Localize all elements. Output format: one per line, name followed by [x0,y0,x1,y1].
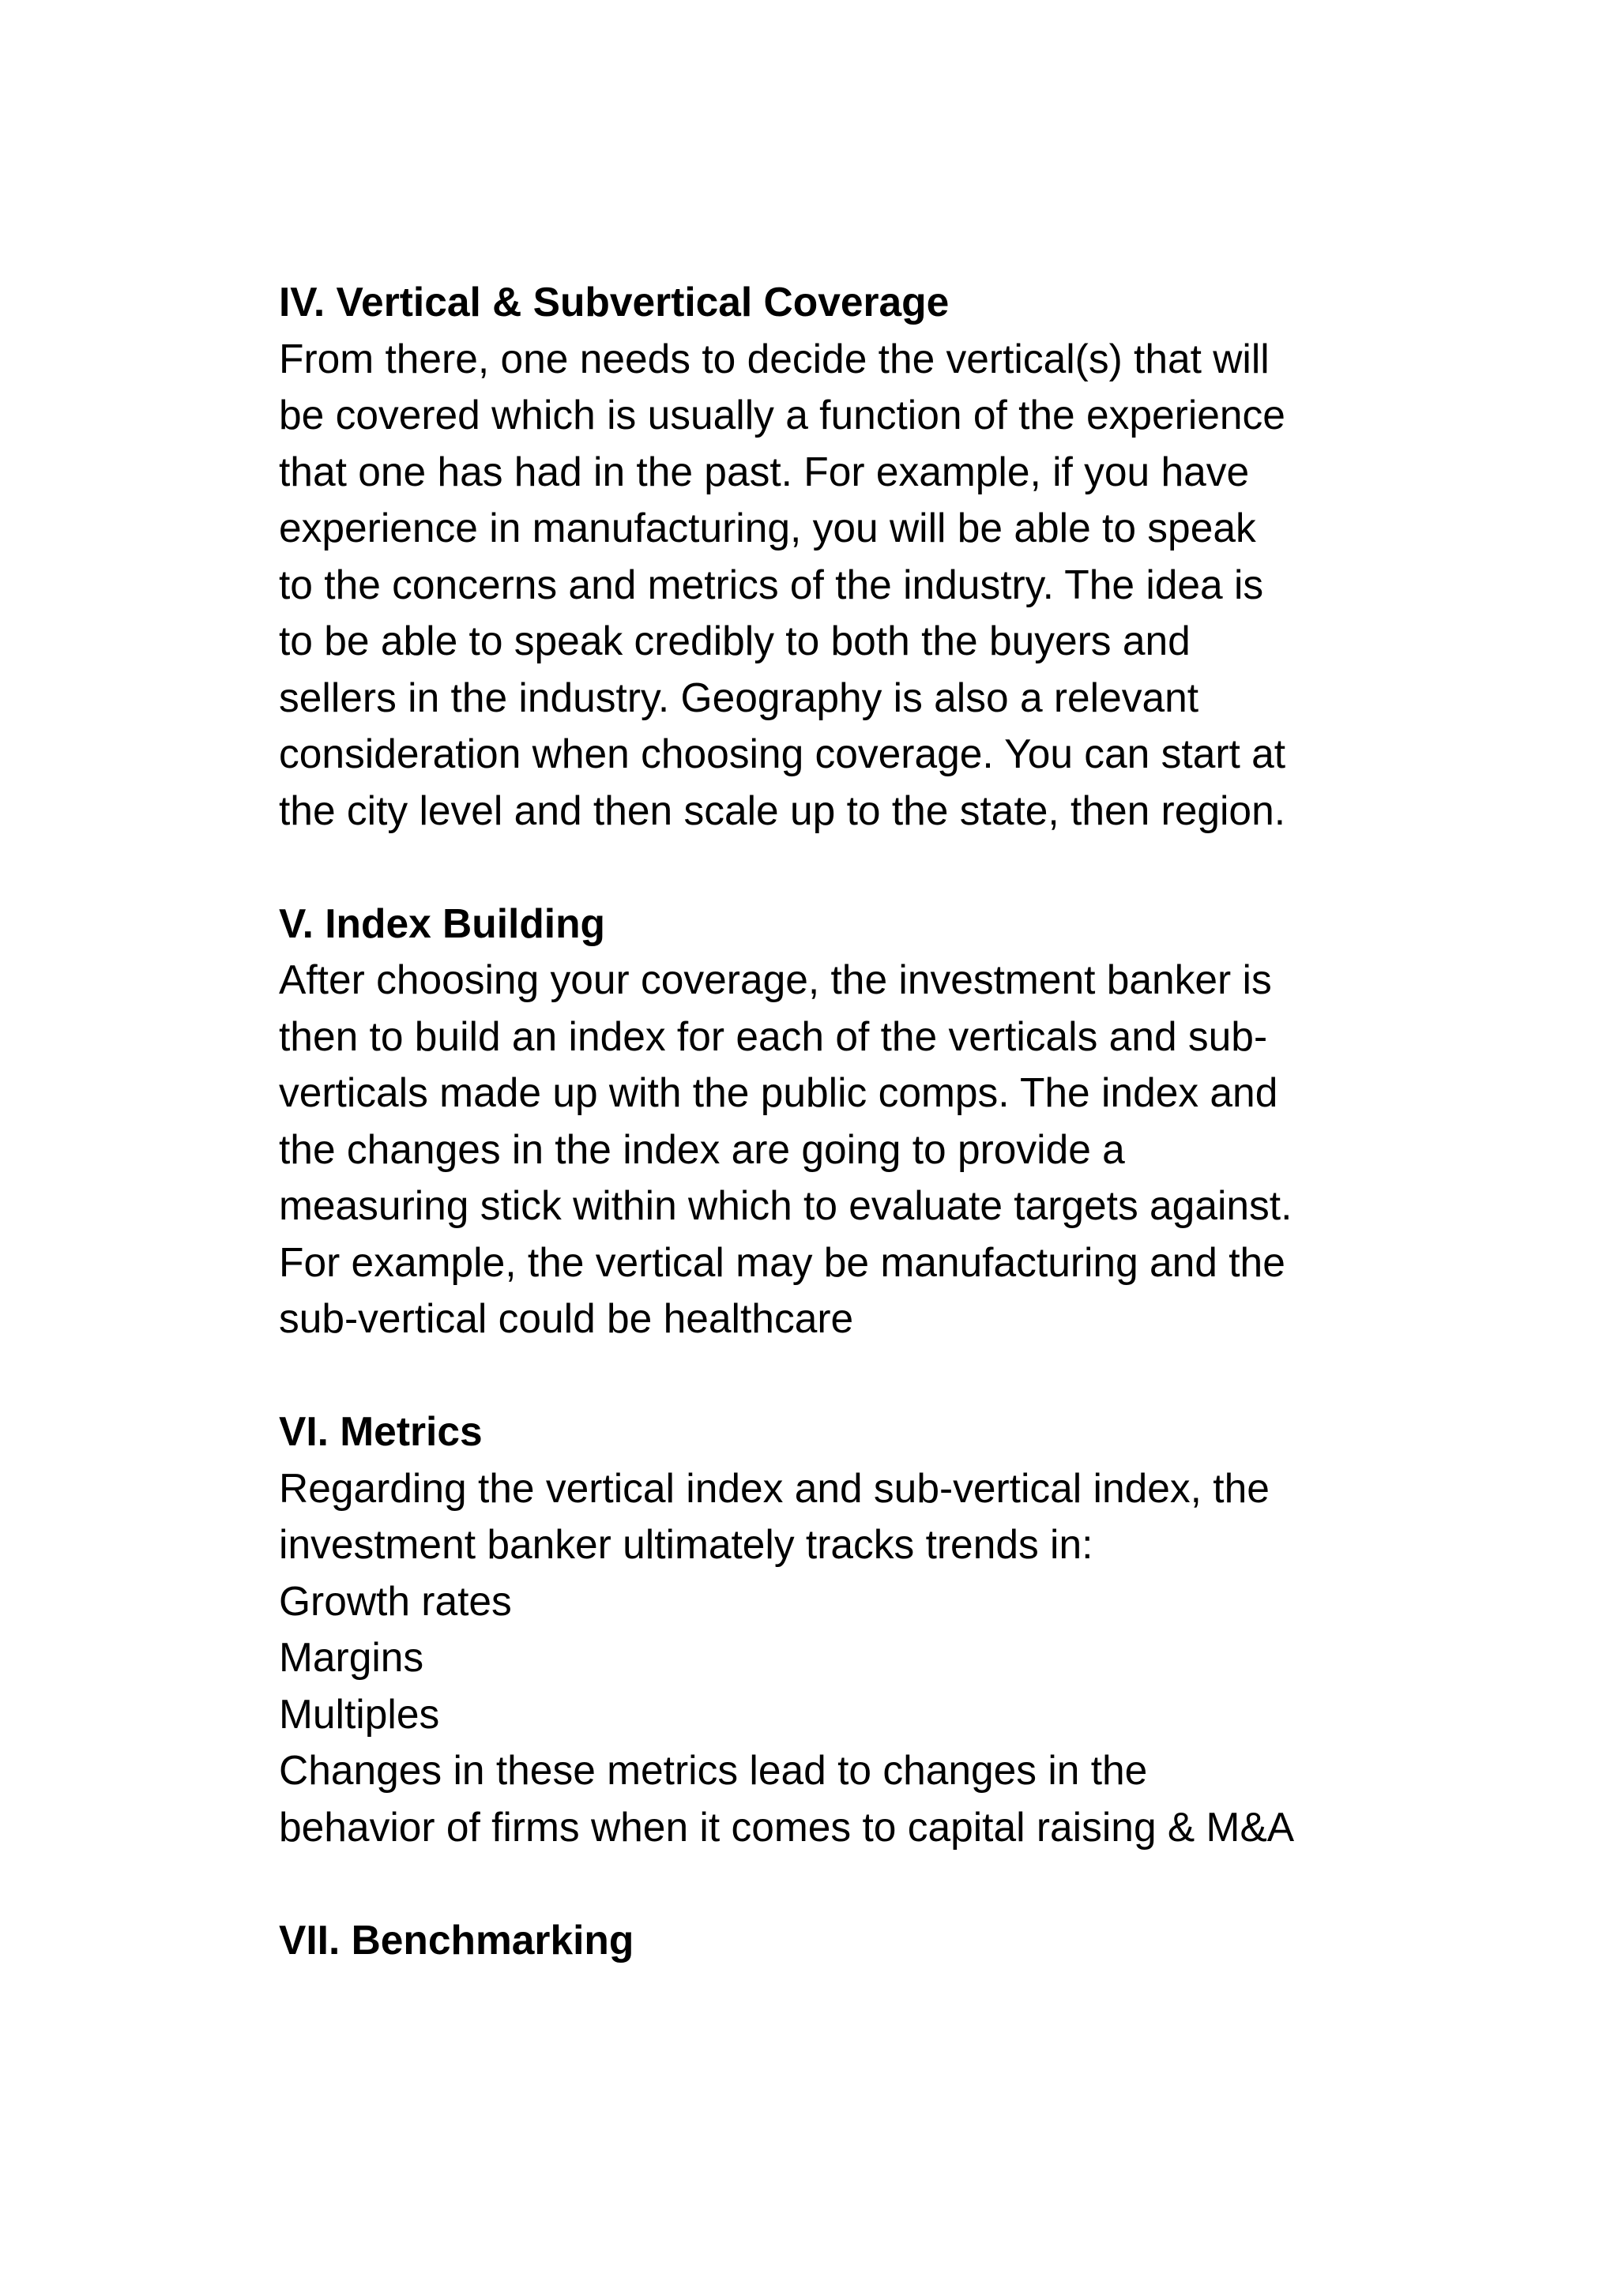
section-index-building [279,896,1432,1347]
paragraph-line: Regarding the vertical index and sub-vertical index, the [279,1464,1270,1511]
list-item: Multiples [279,1690,440,1737]
section-heading: V. Index Building [279,900,606,946]
section-heading: VII. Benchmarking [279,1916,634,1963]
list-item: Margins [279,1634,424,1680]
section-heading: IV. Vertical & Subvertical Coverage [279,279,950,325]
paragraph-line: consideration when choosing coverage. You can start at [279,731,1286,776]
list-item: Growth rates [279,1577,512,1624]
paragraph-line: verticals made up with the public comps. The index and [279,1069,1278,1115]
paragraph-line: that one has had in the past. For example, if you have [279,448,1250,494]
paragraph-line: the changes in the index are going to provide a [279,1125,1125,1172]
paragraph-line: the city level and then scale up to the state, then region. [279,787,1286,833]
paragraph-line: sellers in the industry. Geography is also a relevant [279,674,1199,720]
paragraph-line: experience in manufacturing, you will be able to speak [279,505,1256,551]
paragraph-line: measuring stick within which to evaluate targets against. [279,1182,1293,1228]
section-metrics [279,1404,1432,1855]
paragraph-line: to the concerns and metrics of the industry. The idea is [279,561,1264,607]
paragraph-line: From there, one needs to decide the vertical(s) that will [279,335,1270,381]
paragraph-line: be covered which is usually a function of the experience [279,392,1285,438]
paragraph-line: investment banker ultimately tracks trends in: [279,1521,1093,1567]
section-heading: VI. Metrics [279,1408,483,1454]
paragraph-line: After choosing your coverage, the investment banker is [279,956,1272,1002]
document-body [279,274,1432,2025]
paragraph-line: behavior of firms when it comes to capital raising & M&A [279,1803,1295,1850]
section-vertical-coverage [279,274,1432,839]
paragraph-line: then to build an index for each of the verticals and sub- [279,1013,1268,1059]
section-benchmarking [279,1912,1432,1969]
paragraph-line: sub-vertical could be healthcare [279,1295,854,1341]
paragraph-line: to be able to speak credibly to both the buyers and [279,618,1191,663]
paragraph-line: For example, the vertical may be manufacturing and the [279,1238,1285,1285]
paragraph-line: Changes in these metrics lead to changes in the [279,1747,1148,1793]
